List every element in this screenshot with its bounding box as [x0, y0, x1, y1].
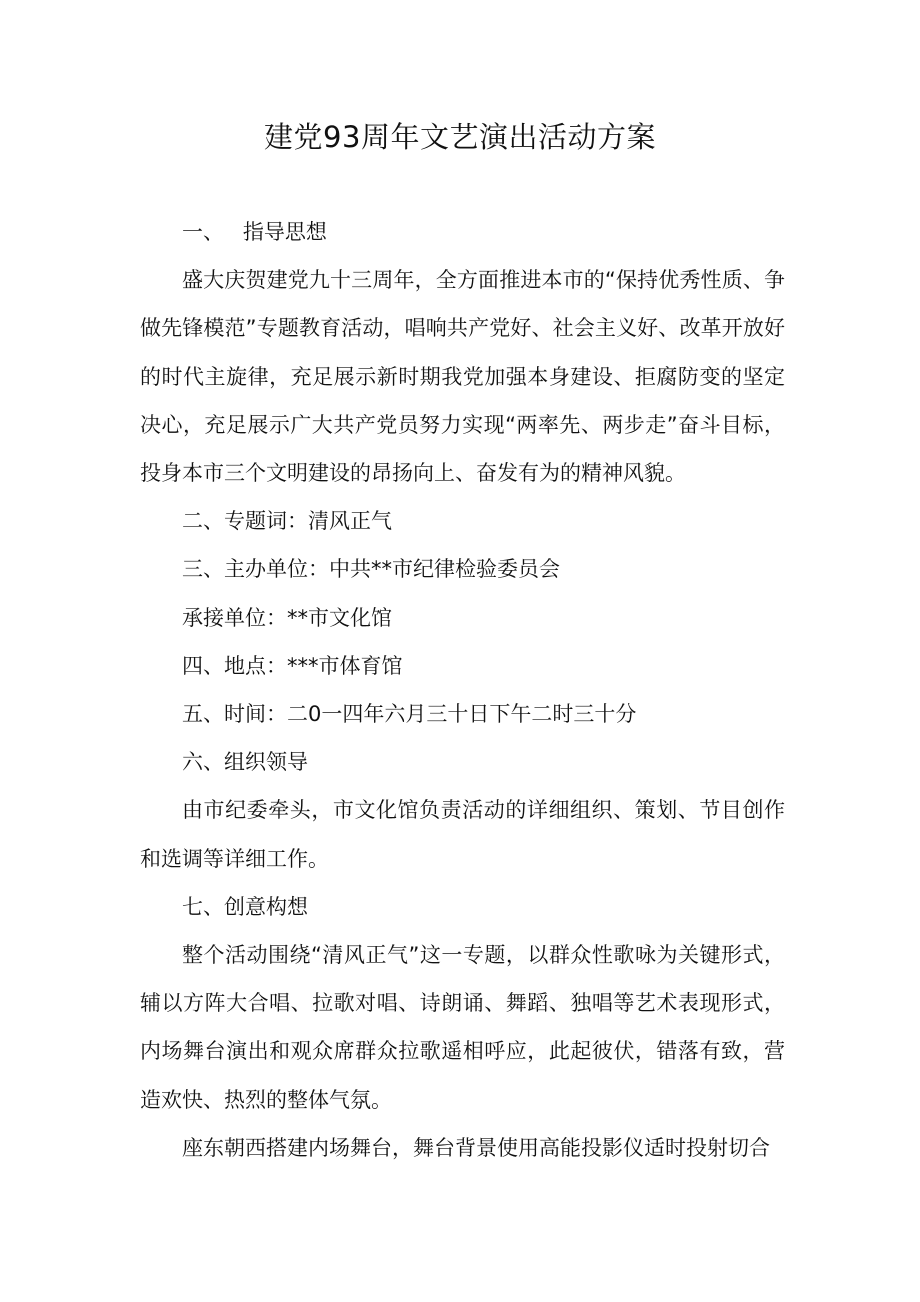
section-venue: 四、地点：***市体育馆 [182, 653, 403, 678]
document-title: 建党93周年文艺演出活动方案 [264, 120, 656, 154]
paragraph-leadership: 由市纪委牵头，市文化馆负责活动的详细组织、策划、节目创作和选调等详细工作。 [140, 798, 785, 871]
section-time: 五、时间：二0一四年六月三十日下午二时三十分 [182, 702, 637, 727]
paragraph-concept-2: 座东朝西搭建内场舞台，舞台背景使用高能投影仪适时投射切合 [182, 1135, 770, 1160]
paragraph-guiding: 盛大庆贺建党九十三周年，全方面推进本市的“保持优秀性质、争做先锋模范”专题教育活动，唱响共产党好、社会主义好、改革开放好的时代主旋律，充足展示新时期我党加强本身建设、拒腐防变的坚定决心，充足展示广大共产党员努力实现“两率先、两步走”奋斗目标，投身本市三个文明建设的昂扬向上、奋发有为的精神风貌。 [140, 268, 785, 486]
section-organizer: 三、主办单位：中共**市纪律检验委员会 [182, 557, 560, 582]
section-heading-concept: 七、创意构想 [182, 894, 308, 919]
section-heading-leadership: 六、组织领导 [182, 750, 308, 775]
paragraph-concept-1: 整个活动围绕“清风正气”这一专题，以群众性歌咏为关键形式，辅以方阵大合唱、拉歌对唱、诗朗诵、舞蹈、独唱等艺术表现形式，内场舞台演出和观众席群众拉歌遥相呼应，此起彼伏，错落有致，营造欢快、热烈的整体气氛。 [140, 943, 785, 1112]
section-undertaker: 承接单位：**市文化馆 [182, 605, 392, 630]
section-heading-text: 指导思想 [242, 220, 327, 244]
document-body [140, 208, 785, 1172]
section-theme: 二、专题词：清风正气 [182, 509, 392, 534]
section-number: 一、 [182, 220, 224, 244]
section-heading-guiding [140, 208, 785, 256]
